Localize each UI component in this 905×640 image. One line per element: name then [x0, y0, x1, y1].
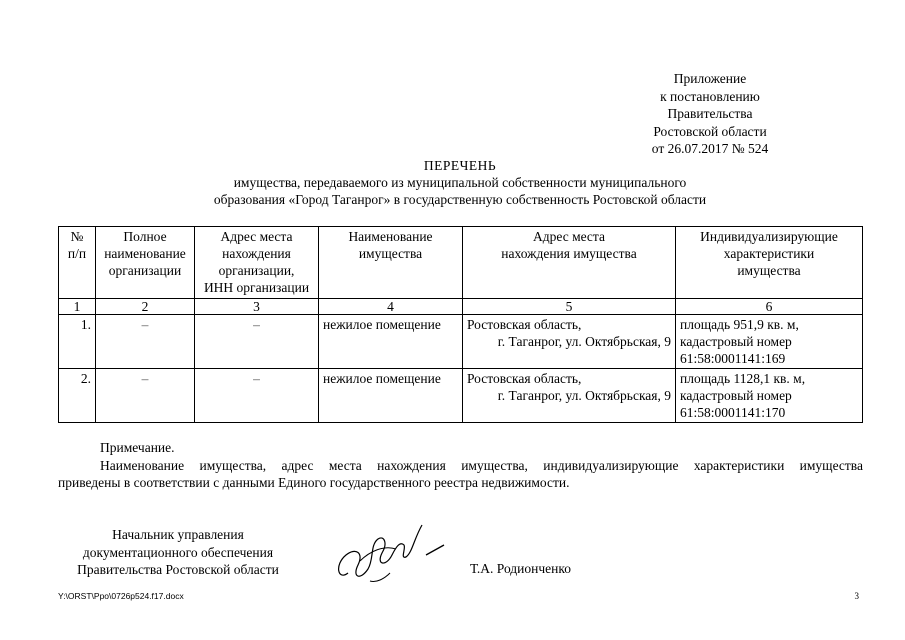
property-table	[58, 226, 863, 423]
org-name-cell: –	[96, 315, 195, 369]
note-heading: Примечание.	[100, 440, 175, 455]
title-line: образования «Город Таганрог» в государственную собственность Ростовской области	[213, 192, 707, 207]
header-cell-characteristics: Индивидуализирующие характеристики имущества	[676, 227, 863, 299]
appendix-line: Правительства	[667, 106, 753, 121]
signatory-title: Начальник управления документационного обеспечения Правительства Ростовской области	[77, 527, 279, 577]
page-number: 3	[854, 591, 859, 601]
column-number: 2	[96, 299, 195, 315]
characteristics-cell: площадь 951,9 кв. м, кадастровый номер 61:58:0001141:169	[676, 315, 863, 369]
property-name-cell: нежилое помещение	[319, 369, 463, 423]
signatory-name: Т.А. Родионченко	[470, 561, 571, 576]
column-number: 3	[195, 299, 319, 315]
header-cell-org-name: Полное наименование организации	[96, 227, 195, 299]
title-line: имущества, передаваемого из муниципальной собственности муниципального	[233, 175, 687, 190]
appendix-line: Ростовской области	[653, 123, 767, 139]
header-cell-property-name: Наименование имущества	[319, 227, 463, 299]
column-number-row	[59, 299, 863, 315]
note-text: приведены в соответствии с данными Единого государственного реестра недвижимости.	[58, 475, 570, 490]
header-cell-number: № п/п	[59, 227, 96, 299]
note-section	[58, 439, 863, 492]
property-name-cell: нежилое помещение	[319, 315, 463, 369]
header-cell-property-address: Адрес места нахождения имущества	[463, 227, 676, 299]
property-address-cell: Ростовская область, г. Таганрог, ул. Октябрьская, 9	[463, 315, 676, 369]
column-number: 1	[59, 299, 96, 315]
handwritten-signature	[330, 515, 450, 590]
table-row	[59, 369, 863, 423]
org-address-cell: –	[195, 369, 319, 423]
appendix-line: от 26.07.2017 № 524	[651, 141, 769, 156]
title-main: ПЕРЕЧЕНЬ	[423, 158, 497, 173]
org-name-cell: –	[96, 369, 195, 423]
column-number: 4	[319, 299, 463, 315]
org-address-cell: –	[195, 315, 319, 369]
file-path: Y:\ORST\Ppo\0726p524.f17.docx	[58, 591, 184, 601]
document-title	[60, 157, 860, 208]
property-address-cell: Ростовская область, г. Таганрог, ул. Октябрьская, 9	[463, 369, 676, 423]
row-number: 1.	[59, 315, 96, 369]
row-number: 2.	[59, 369, 96, 423]
header-cell-org-address: Адрес места нахождения организации, ИНН организации	[195, 227, 319, 299]
characteristics-cell: площадь 1128,1 кв. м, кадастровый номер 61:58:0001141:170	[676, 369, 863, 423]
table-header-row	[59, 227, 863, 299]
appendix-line: Приложение	[673, 71, 747, 86]
column-number: 5	[463, 299, 676, 315]
column-number: 6	[676, 299, 863, 315]
note-text: Наименование имущества, адрес места нахождения имущества, индивидуализирующие характеристики имущества	[100, 457, 863, 473]
table-row	[59, 315, 863, 369]
appendix-header	[610, 70, 810, 158]
appendix-line: к постановлению	[660, 88, 760, 104]
